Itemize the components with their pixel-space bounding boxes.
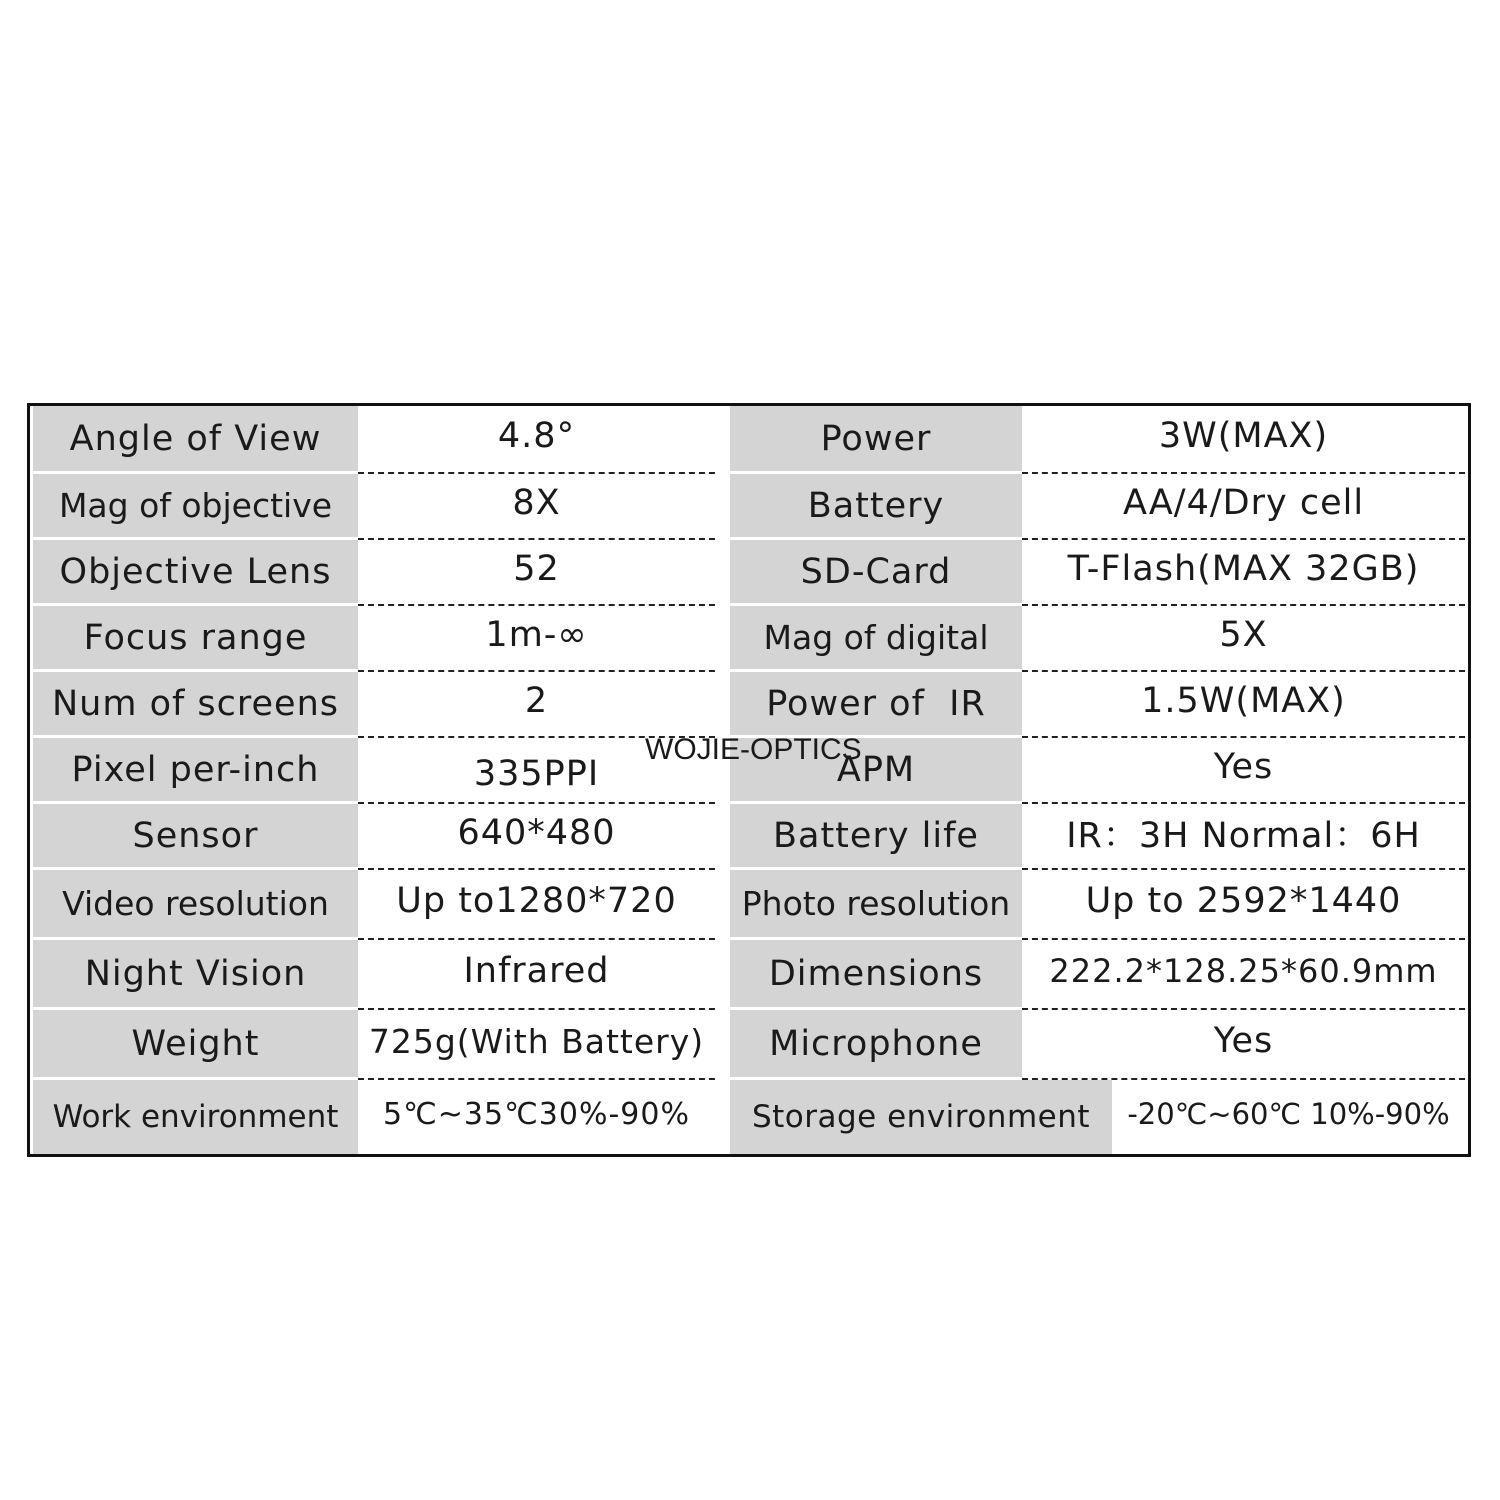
spec-value xyxy=(358,406,715,474)
spec-value-text: IR：3H Normal：6H xyxy=(1066,816,1421,856)
spec-label: Battery xyxy=(730,474,1022,540)
spec-value xyxy=(1022,540,1465,606)
spec-row xyxy=(30,1010,1468,1080)
spec-value-text: 1.5W(MAX) xyxy=(1141,681,1346,721)
spec-value-text: AA/4/Dry cell xyxy=(1122,483,1365,523)
spec-value xyxy=(358,540,715,606)
spec-row xyxy=(30,804,1468,870)
spec-value-text: 5℃~35℃30%-90% xyxy=(383,1096,690,1132)
spec-label: Dimensions xyxy=(730,940,1022,1010)
spec-value-text: 1m-∞ xyxy=(485,615,588,655)
spec-value-text: 5X xyxy=(1219,615,1268,655)
spec-label: Work environment xyxy=(33,1080,358,1154)
spec-value xyxy=(1022,606,1465,672)
spec-value xyxy=(1112,1080,1465,1154)
spec-table xyxy=(27,403,1471,1157)
spec-value-text: Yes xyxy=(1213,1021,1274,1061)
spec-value xyxy=(358,474,715,540)
spec-label: Sensor xyxy=(33,804,358,870)
spec-row xyxy=(30,672,1468,738)
spec-row xyxy=(30,406,1468,474)
spec-value-text: 335PPI xyxy=(473,754,600,794)
spec-value-text: 8X xyxy=(512,483,561,523)
spec-row xyxy=(30,940,1468,1010)
spec-value-text: -20℃~60℃ 10%-90% xyxy=(1127,1097,1450,1131)
spec-row xyxy=(30,1080,1468,1154)
spec-label: Mag of digital xyxy=(730,606,1022,672)
spec-value-text: Up to1280*720 xyxy=(396,881,677,921)
spec-value-text: Up to 2592*1440 xyxy=(1085,881,1402,921)
spec-value xyxy=(1022,672,1465,738)
spec-label: Photo resolution xyxy=(730,870,1022,940)
spec-row xyxy=(30,540,1468,606)
spec-row xyxy=(30,606,1468,672)
spec-value xyxy=(1022,738,1465,804)
spec-label: Video resolution xyxy=(33,870,358,940)
spec-row xyxy=(30,870,1468,940)
spec-value-text: 222.2*128.25*60.9mm xyxy=(1049,952,1438,990)
spec-value xyxy=(358,1010,715,1080)
spec-value xyxy=(358,672,715,738)
spec-value xyxy=(1022,940,1465,1010)
spec-value-text: 4.8° xyxy=(497,416,576,456)
spec-value-text: Yes xyxy=(1213,747,1274,787)
spec-label: APM xyxy=(730,738,1022,804)
spec-value xyxy=(358,606,715,672)
spec-label: Mag of objective xyxy=(33,474,358,540)
spec-value xyxy=(1022,474,1465,540)
spec-value xyxy=(358,870,715,940)
spec-label: Night Vision xyxy=(33,940,358,1010)
spec-value xyxy=(358,940,715,1010)
spec-label: Microphone xyxy=(730,1010,1022,1080)
spec-value xyxy=(358,804,715,870)
spec-value xyxy=(1022,804,1465,870)
spec-label: Weight xyxy=(33,1010,358,1080)
spec-value-text: T-Flash(MAX 32GB) xyxy=(1067,549,1420,589)
spec-label: SD-Card xyxy=(730,540,1022,606)
spec-value-text: Infrared xyxy=(463,951,610,991)
spec-value xyxy=(1022,870,1465,940)
spec-value-text: 725g(With Battery) xyxy=(368,1021,705,1061)
spec-label: Objective Lens xyxy=(33,540,358,606)
spec-value-text: 3W(MAX) xyxy=(1158,416,1329,456)
watermark-text: WOJIE-OPTICS xyxy=(645,733,862,766)
spec-label: Focus range xyxy=(33,606,358,672)
spec-value-text: 2 xyxy=(524,681,549,721)
spec-value xyxy=(1022,406,1465,474)
spec-value-text: 52 xyxy=(513,549,560,589)
spec-label: Power of IR xyxy=(730,672,1022,738)
spec-label: Storage environment xyxy=(730,1080,1112,1154)
spec-label: Power xyxy=(730,406,1022,474)
spec-label: Pixel per-inch xyxy=(33,738,358,804)
spec-label: Angle of View xyxy=(33,406,358,474)
spec-label: Battery life xyxy=(730,804,1022,870)
spec-value-text: 640*480 xyxy=(457,813,616,853)
spec-row xyxy=(30,474,1468,540)
spec-label: Num of screens xyxy=(33,672,358,738)
spec-value xyxy=(1022,1010,1465,1080)
spec-value xyxy=(358,1080,715,1154)
